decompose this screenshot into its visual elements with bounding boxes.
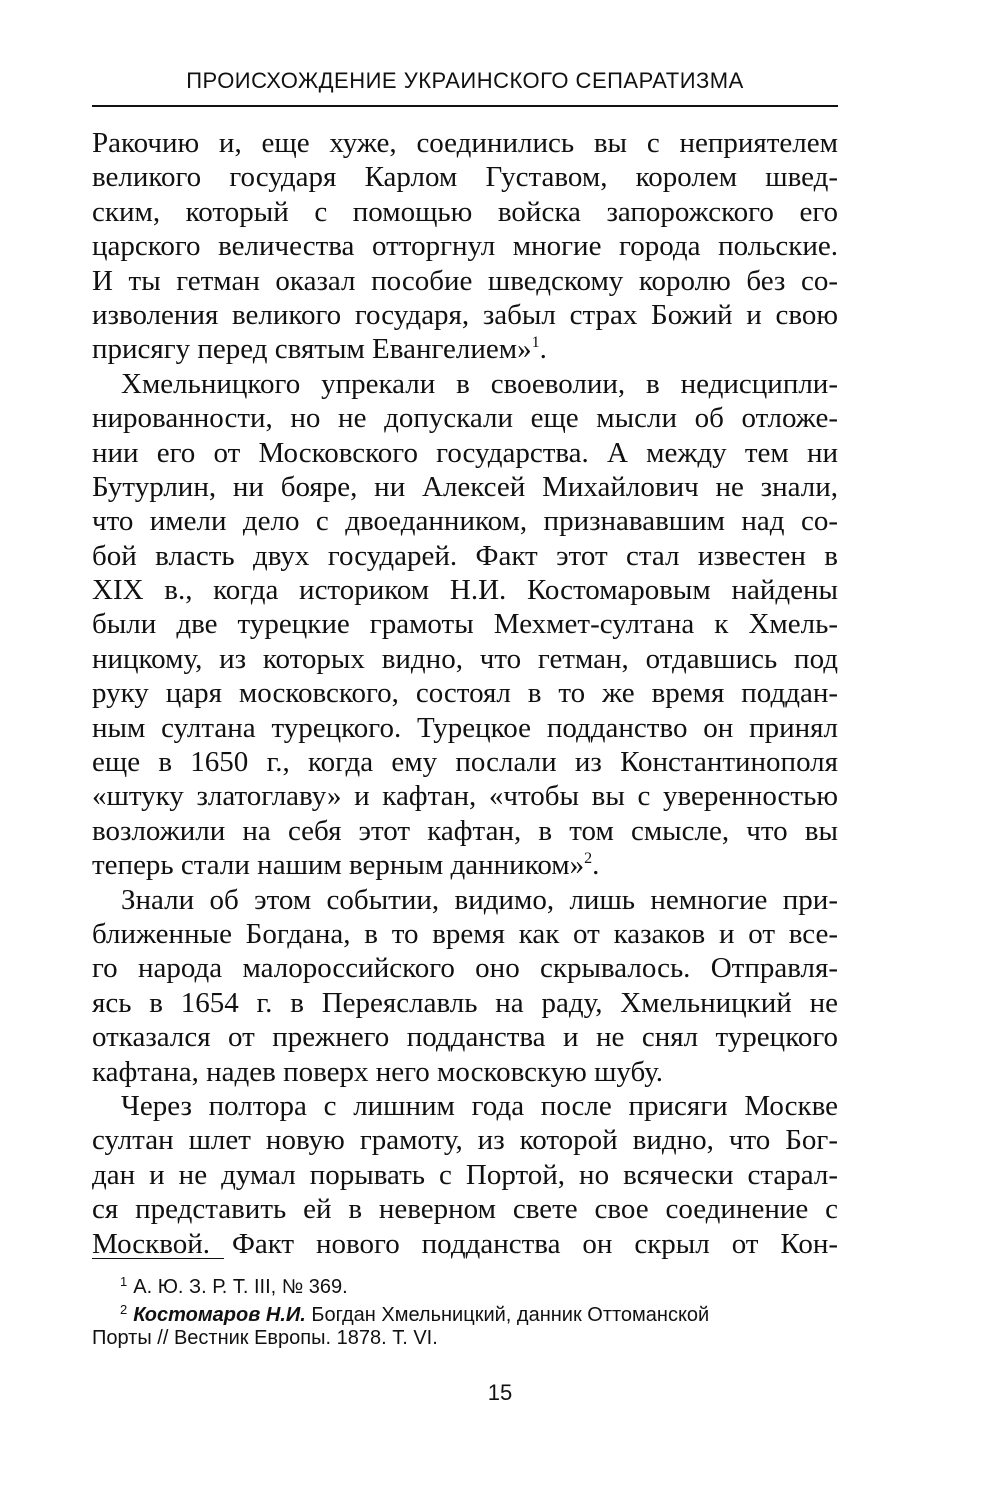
text-line: ближенные Богдана, в то время как от казаков и от все- (92, 917, 838, 950)
text-line: Через полтора с лишним года после присяги Москве (121, 1089, 838, 1122)
text-line (92, 332, 838, 366)
text-line: еще в 1650 г., когда ему послали из Константинополя (92, 746, 838, 779)
running-title: ПРОИСХОЖДЕНИЕ УКРАИНСКОГО СЕПАРАТИЗМА (186, 68, 744, 93)
line-tail: . (592, 849, 600, 882)
text-line: Знали об этом событии, видимо, лишь немногие при- (121, 883, 838, 916)
text-line: XIX в., когда историком Н.И. Костомаровым найдены (92, 574, 838, 607)
text-line: изволения великого государя, забыл страх Божий и свою (92, 298, 838, 331)
text-line: ским, который с помощью войска запорожского его (92, 195, 838, 228)
paragraph-4 (92, 1089, 838, 1261)
text-line: Бутурлин, ни бояре, ни Алексей Михайлович не знали, (92, 470, 838, 503)
footnote-mark: 2 (120, 1302, 128, 1317)
footnote-author: Костомаров Н.И. (133, 1304, 306, 1326)
text-line: бой власть двух государей. Факт этот стал известен в (92, 539, 838, 572)
footnote-1 (92, 1268, 838, 1296)
text-line: великого государя Карлом Густавом, королем швед- (92, 161, 838, 194)
footnote-ref-1[interactable]: 1 (531, 334, 540, 352)
text-line-content: теперь стали нашим верным данником» (92, 849, 585, 882)
footnote-2-continuation: Порты // Вестник Европы. 1878. Т. VI. (92, 1327, 438, 1349)
text-line: что имели дело с двоеданником, признававшим над со- (92, 505, 838, 538)
text-line: ся представить ей в неверном свете свое соединение с (92, 1193, 838, 1226)
footnote-text: Богдан Хмельницкий, данник Оттоманской (305, 1304, 710, 1326)
text-line-content: присягу перед святым Евангелием» (92, 333, 532, 366)
text-line: «штуку златоглаву» и кафтан, «чтобы вы с уверенностью (92, 780, 838, 813)
footnote-mark: 1 (120, 1274, 128, 1289)
text-line: Москвой. Факт нового подданства он скрыл от Кон- (92, 1227, 838, 1260)
text-line: Ракочию и, еще хуже, соединились вы с неприятелем (92, 127, 838, 159)
text-line: султан шлет новую грамоту, из которой видно, что Бог- (92, 1124, 838, 1157)
footnote-text: А. Ю. З. Р. Т. III, № 369. (133, 1276, 348, 1298)
text-line: были две турецкие грамоты Мехмет-султана к Хмель- (92, 608, 838, 641)
footnotes (92, 1268, 838, 1352)
text-line: отказался от прежнего подданства и не снял турецкого (92, 1021, 838, 1054)
text-line: возложили на себя этот кафтан, в том смысле, что вы (92, 814, 838, 847)
text-line: И ты гетман оказал пособие шведскому королю без со- (92, 264, 838, 297)
text-line: ницкому, из которых видно, что гетман, отдавшись под (92, 642, 838, 675)
line-tail: . (539, 333, 547, 366)
text-line: нированности, но не допускали еще мысли об отложе- (92, 402, 838, 435)
header-rule (92, 105, 838, 107)
text-line: Хмельницкого упрекали в своеволии, в недисципли- (121, 367, 838, 400)
text-line: царского величества отторгнул многие города польские. (92, 230, 838, 263)
paragraph-3 (92, 883, 838, 1089)
text-line: дан и не думал порывать с Портой, но всячески старал- (92, 1158, 838, 1191)
footnote-rule (92, 1258, 224, 1259)
body-text (92, 126, 838, 1261)
text-line: ясь в 1654 г. в Переяславль на раду, Хмельницкий не (92, 986, 838, 1019)
footnote-ref-2[interactable]: 2 (584, 850, 593, 868)
paragraph-2 (92, 367, 838, 883)
text-line: ным султана турецкого. Турецкое подданство он принял (92, 711, 838, 744)
text-line: нии его от Московского государства. А между тем ни (92, 436, 838, 469)
text-line (92, 848, 838, 882)
paragraph-1 (92, 126, 838, 367)
footnote-2 (92, 1296, 838, 1324)
text-line: кафтана, надев поверх него московскую шубу. (92, 1055, 664, 1088)
text-line: го народа малороссийского оно скрывалось. Отправля- (92, 952, 838, 985)
text-line: руку царя московского, состоял в то же время поддан- (92, 677, 838, 710)
page-number: 15 (487, 1380, 513, 1405)
